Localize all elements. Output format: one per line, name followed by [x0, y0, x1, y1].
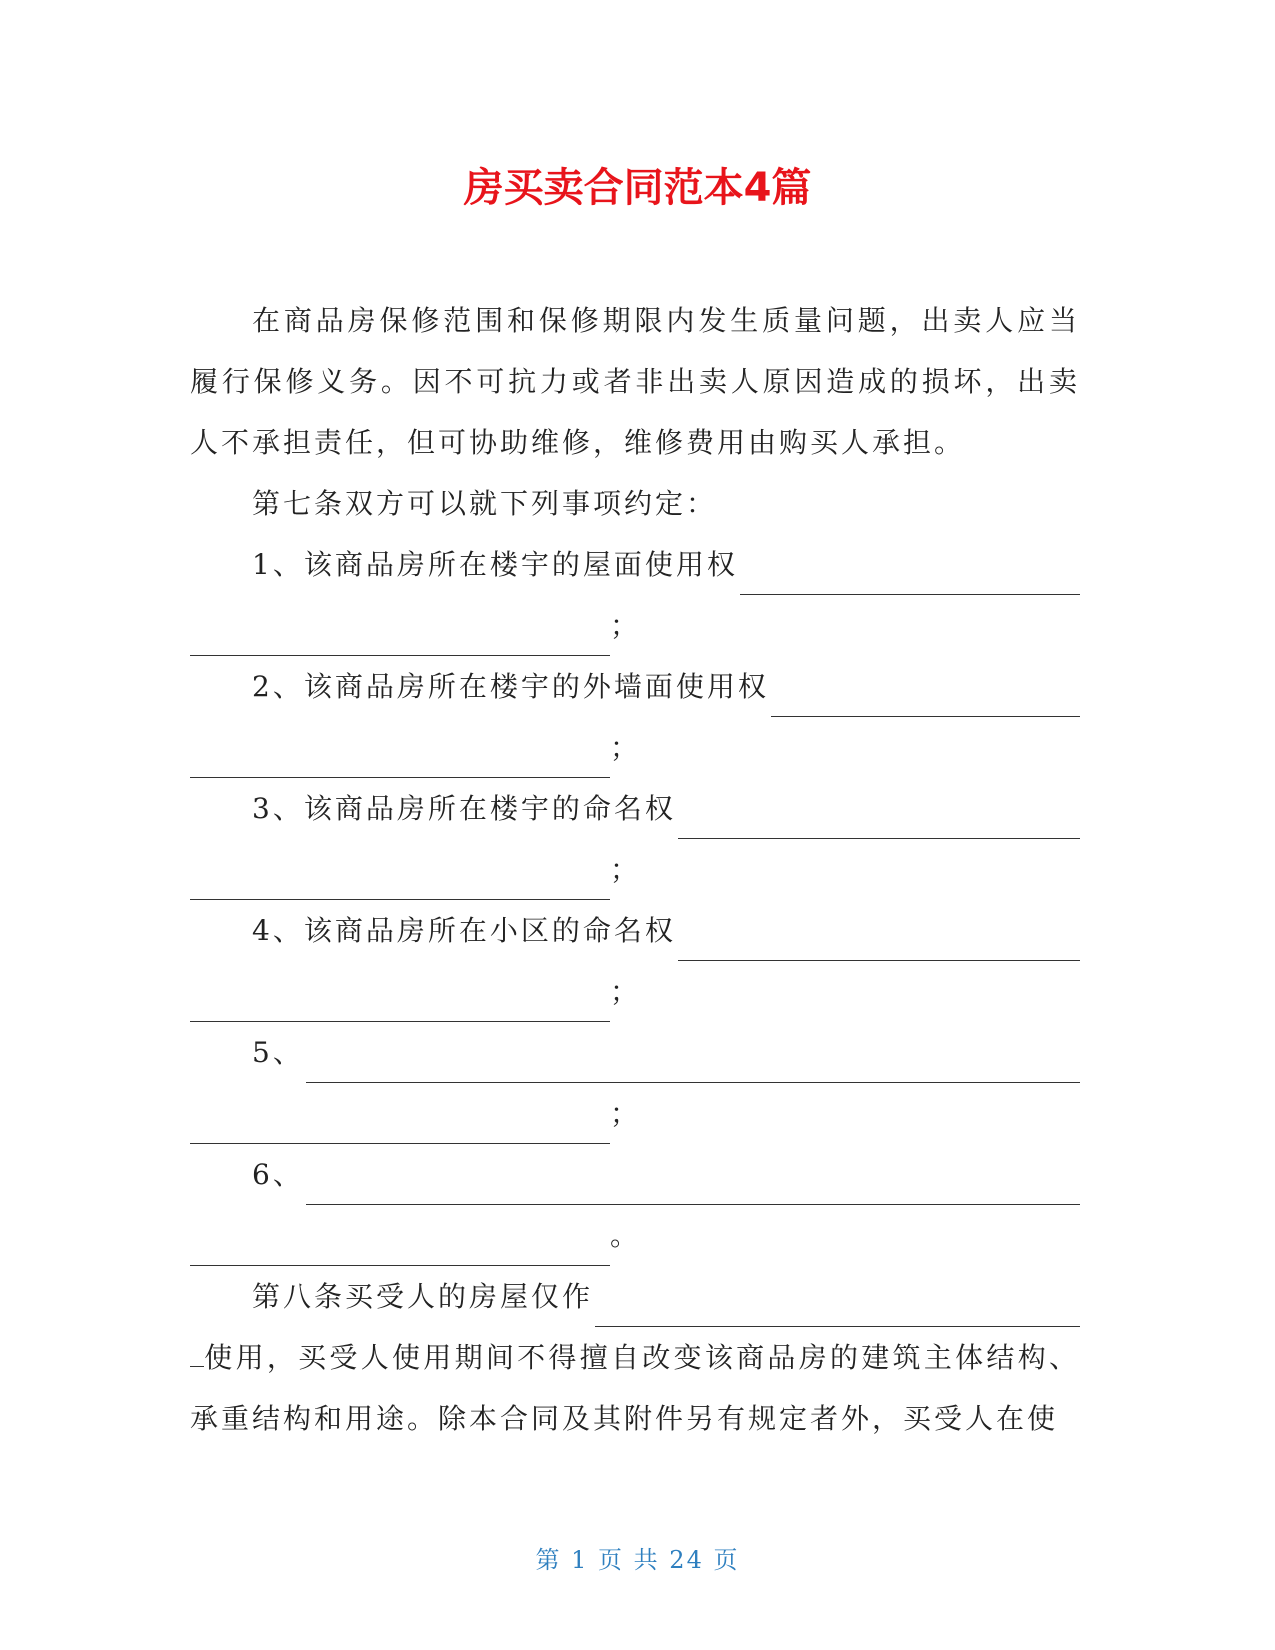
item-end-punctuation: ；	[610, 731, 642, 764]
article-8-first-line	[190, 1266, 1080, 1327]
article-7-item	[190, 1144, 1080, 1205]
article-7-item-continuation	[190, 1205, 1080, 1266]
item-label: 5、	[252, 1036, 304, 1069]
article-7-item-continuation	[190, 717, 1080, 778]
item-end-punctuation: 。	[610, 1219, 642, 1252]
item-end-punctuation: ；	[610, 1097, 642, 1130]
fill-in-blank	[190, 861, 610, 900]
article-8-body	[190, 1327, 1080, 1449]
article-7-item	[190, 900, 1080, 961]
fill-in-blank	[740, 556, 1080, 595]
fill-in-blank	[190, 617, 610, 656]
fill-in-blank	[771, 678, 1080, 717]
fill-in-blank	[678, 800, 1080, 839]
fill-in-blank	[678, 922, 1080, 961]
paragraph-warranty: 在商品房保修范围和保修期限内发生质量问题，出卖人应当履行保修义务。因不可抗力或者非出卖人原因造成的损坏，出卖人不承担责任，但可协助维修，维修费用由购买人承担。	[190, 304, 1080, 459]
article-7-item	[190, 1022, 1080, 1083]
article-7-item	[190, 656, 1080, 717]
article-7-item	[190, 778, 1080, 839]
page-footer: 第 1 页 共 24 页	[535, 1546, 740, 1574]
item-label: 2、该商品房所在楼宇的外墙面使用权	[252, 670, 769, 703]
article-8-rest: 使用，买受人使用期间不得擅自改变该商品房的建筑主体结构、承重结构和用途。除本合同及其附件另有规定者外，买受人在使	[190, 1341, 1080, 1435]
article-7-item	[190, 534, 1080, 595]
article-7-item-continuation	[190, 961, 1080, 1022]
fill-in-blank	[190, 739, 610, 778]
article-7-heading: 第七条双方可以就下列事项约定：	[252, 487, 718, 520]
article-7-item-continuation	[190, 595, 1080, 656]
item-label: 4、该商品房所在小区的命名权	[252, 914, 676, 947]
item-label: 1、该商品房所在楼宇的屋面使用权	[252, 548, 738, 581]
article-7-item-continuation	[190, 1083, 1080, 1144]
item-label: 3、该商品房所在楼宇的命名权	[252, 792, 676, 825]
document-body	[190, 290, 1080, 1449]
item-end-punctuation: ；	[610, 975, 642, 1008]
fill-in-blank	[190, 1227, 610, 1266]
item-end-punctuation: ；	[610, 853, 642, 886]
item-label: 6、	[252, 1158, 304, 1191]
fill-in-blank	[306, 1044, 1080, 1083]
fill-in-blank	[190, 1336, 204, 1367]
fill-in-blank	[306, 1166, 1080, 1205]
fill-in-blank	[595, 1288, 1080, 1327]
fill-in-blank	[190, 1105, 610, 1144]
item-end-punctuation: ；	[610, 609, 642, 642]
document-title: 房买卖合同范本4篇	[463, 165, 812, 211]
article-7-item-continuation	[190, 839, 1080, 900]
article-8-start: 第八条买受人的房屋仅作	[252, 1280, 594, 1313]
fill-in-blank	[190, 983, 610, 1022]
